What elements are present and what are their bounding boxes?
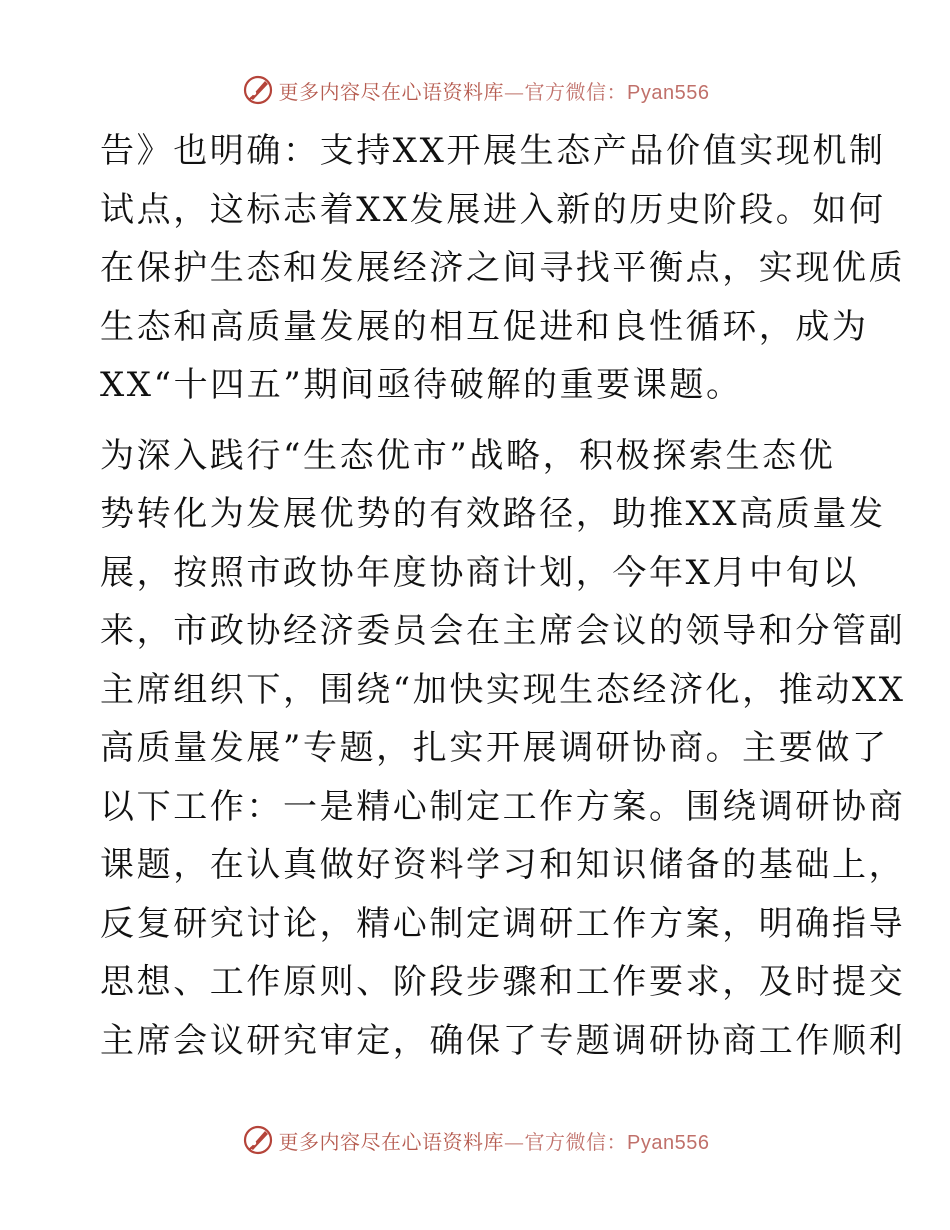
footer-banner-main: 更多内容尽在心语资料库 (278, 1129, 505, 1154)
text-line: 来，市政协经济委员会在主席会议的领导和分管副 (100, 611, 906, 651)
text-line: 告》也明确：支持XX开展生态产品价值实现机制 (100, 131, 886, 171)
paragraph-2 (100, 427, 906, 1071)
text-line: 思想、工作原则、阶段步骤和工作要求，及时提交 (100, 962, 906, 1002)
text-line: 主席会议研究审定，确保了专题调研协商工作顺利 (100, 1020, 906, 1061)
text-line: 主席组织下，围绕“加快实现生态经济化，推动XX (100, 669, 906, 710)
footer-banner-text (279, 1126, 710, 1155)
header-banner-wechat: 官方微信：Pyan556 (524, 81, 710, 104)
text-line: 势转化为发展优势的有效路径，助推XX高质量发 (100, 494, 886, 534)
text-line: 高质量发展”专题，扎实开展调研协商。主要做了 (100, 728, 889, 768)
paragraph-1 (100, 122, 906, 415)
header-banner-text (279, 76, 710, 105)
text-line: 课题，在认真做好资料学习和知识储备的基础上， (100, 845, 906, 885)
text-line: 在保护生态和发展经济之间寻找平衡点，实现优质 (100, 248, 906, 288)
text-line: 反复研究讨论，精心制定调研工作方案，明确指导 (100, 903, 906, 944)
quill-logo-icon (241, 1123, 275, 1157)
header-banner-dash: — (504, 79, 525, 104)
footer-banner-dash: — (504, 1129, 525, 1154)
header-banner-main: 更多内容尽在心语资料库 (278, 79, 505, 104)
document-body (100, 122, 906, 1070)
header-banner (0, 70, 950, 110)
text-line: XX“十四五”期间亟待破解的重要课题。 (100, 365, 743, 405)
text-line: 生态和高质量发展的相互促进和良性循环，成为 (100, 306, 869, 347)
footer-banner (0, 1120, 950, 1160)
text-line: 以下工作：一是精心制定工作方案。围绕调研协商 (100, 786, 906, 827)
text-line: 为深入践行“生态优市”战略，积极探索生态优 (100, 435, 836, 476)
quill-logo-icon (241, 73, 275, 107)
text-line: 展，按照市政协年度协商计划，今年X月中旬以 (100, 552, 859, 593)
text-line: 试点，这标志着XX发展进入新的历史阶段。如何 (100, 189, 886, 230)
footer-banner-wechat: 官方微信：Pyan556 (524, 1131, 710, 1154)
